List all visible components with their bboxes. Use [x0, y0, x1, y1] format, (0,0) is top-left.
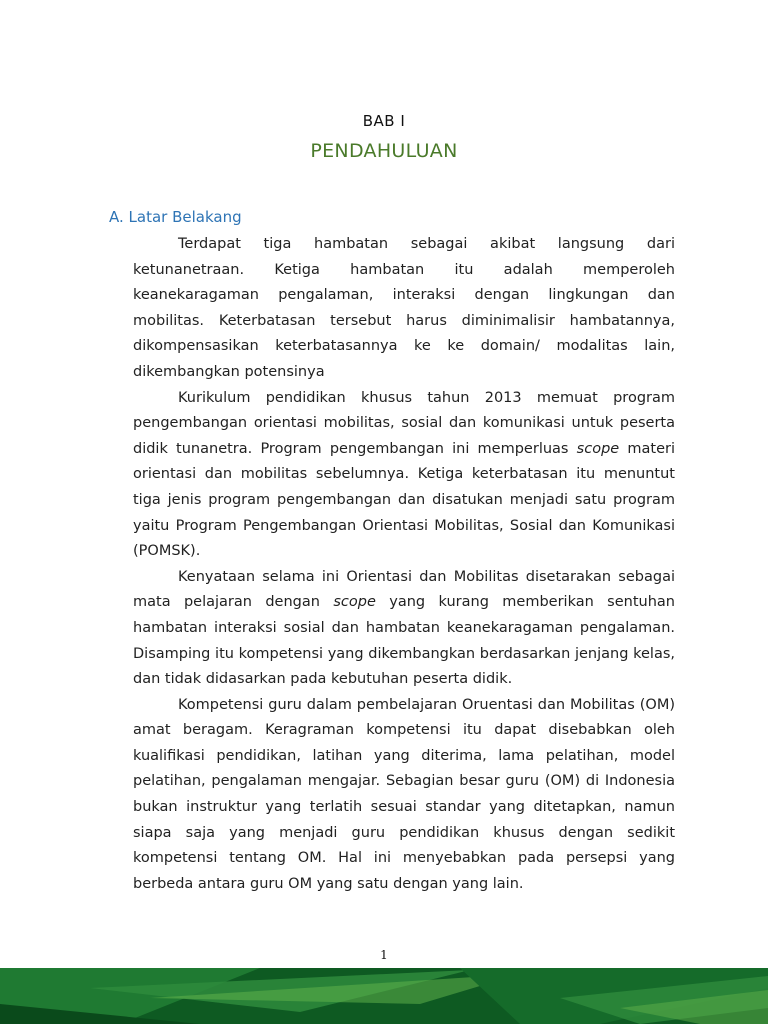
paragraph-2: Kurikulum pendidikan khusus tahun 2013 memuat program pengembangan orientasi mobilitas, sosial dan komunikasi untuk peserta didik tunanetra. Program pengembangan ini memperluas scope materi orientasi dan mobilitas sebelumnya. Ketiga keterbatasan itu menuntut tiga jenis program pengembangan dan disatukan menjadi satu program yaitu Program Pengembangan Orientasi Mobilitas, Sosial dan Komunikasi (POMSK).	[133, 389, 675, 560]
scope-term: scope	[576, 440, 620, 457]
footer-decoration	[0, 968, 768, 1024]
chapter-title: PENDAHULUAN	[310, 140, 458, 162]
section-heading: A. Latar Belakang	[109, 208, 242, 226]
paragraph-4: Kompetensi guru dalam pembelajaran Oruentasi dan Mobilitas (OM) amat beragam. Keragraman kompetensi itu dapat disebabkan oleh kualifikasi pendidikan, latihan yang diterima, lama pelatihan, model pelatihan, pengalaman mengajar. Sebagian besar guru (OM) di Indonesia bukan instruktur yang terlatih sesuai standar yang ditetapkan, namun siapa saja yang menjadi guru pendidikan khusus dengan sedikit kompetensi tentang OM. Hal ini menyebabkan pada persepsi yang berbeda antara guru OM yang satu dengan yang lain.	[133, 696, 675, 892]
paragraph-3: Kenyataan selama ini Orientasi dan Mobilitas disetarakan sebagai mata pelajaran dengan scope yang kurang memberikan sentuhan hambatan interaksi sosial dan hambatan keanekaragaman pengalaman. Disamping itu kompetensi yang dikembangkan berdasarkan jenjang kelas, dan tidak didasarkan pada kebutuhan peserta didik.	[133, 568, 675, 688]
paragraph-1: Terdapat tiga hambatan sebagai akibat langsung dari ketunanetraan. Ketiga hambatan itu adalah memperoleh keanekaragaman pengalaman, interaksi dengan lingkungan dan mobilitas. Keterbatasan tersebut harus diminimalisir hambatannya, dikompensasikan keterbatasannya ke ke domain/ modalitas lain, dikembangkan potensinya	[133, 236, 675, 380]
scope-term: scope	[333, 594, 376, 611]
body-text	[133, 232, 675, 897]
chapter-number: BAB I	[362, 112, 406, 130]
page-number: 1	[380, 948, 388, 962]
